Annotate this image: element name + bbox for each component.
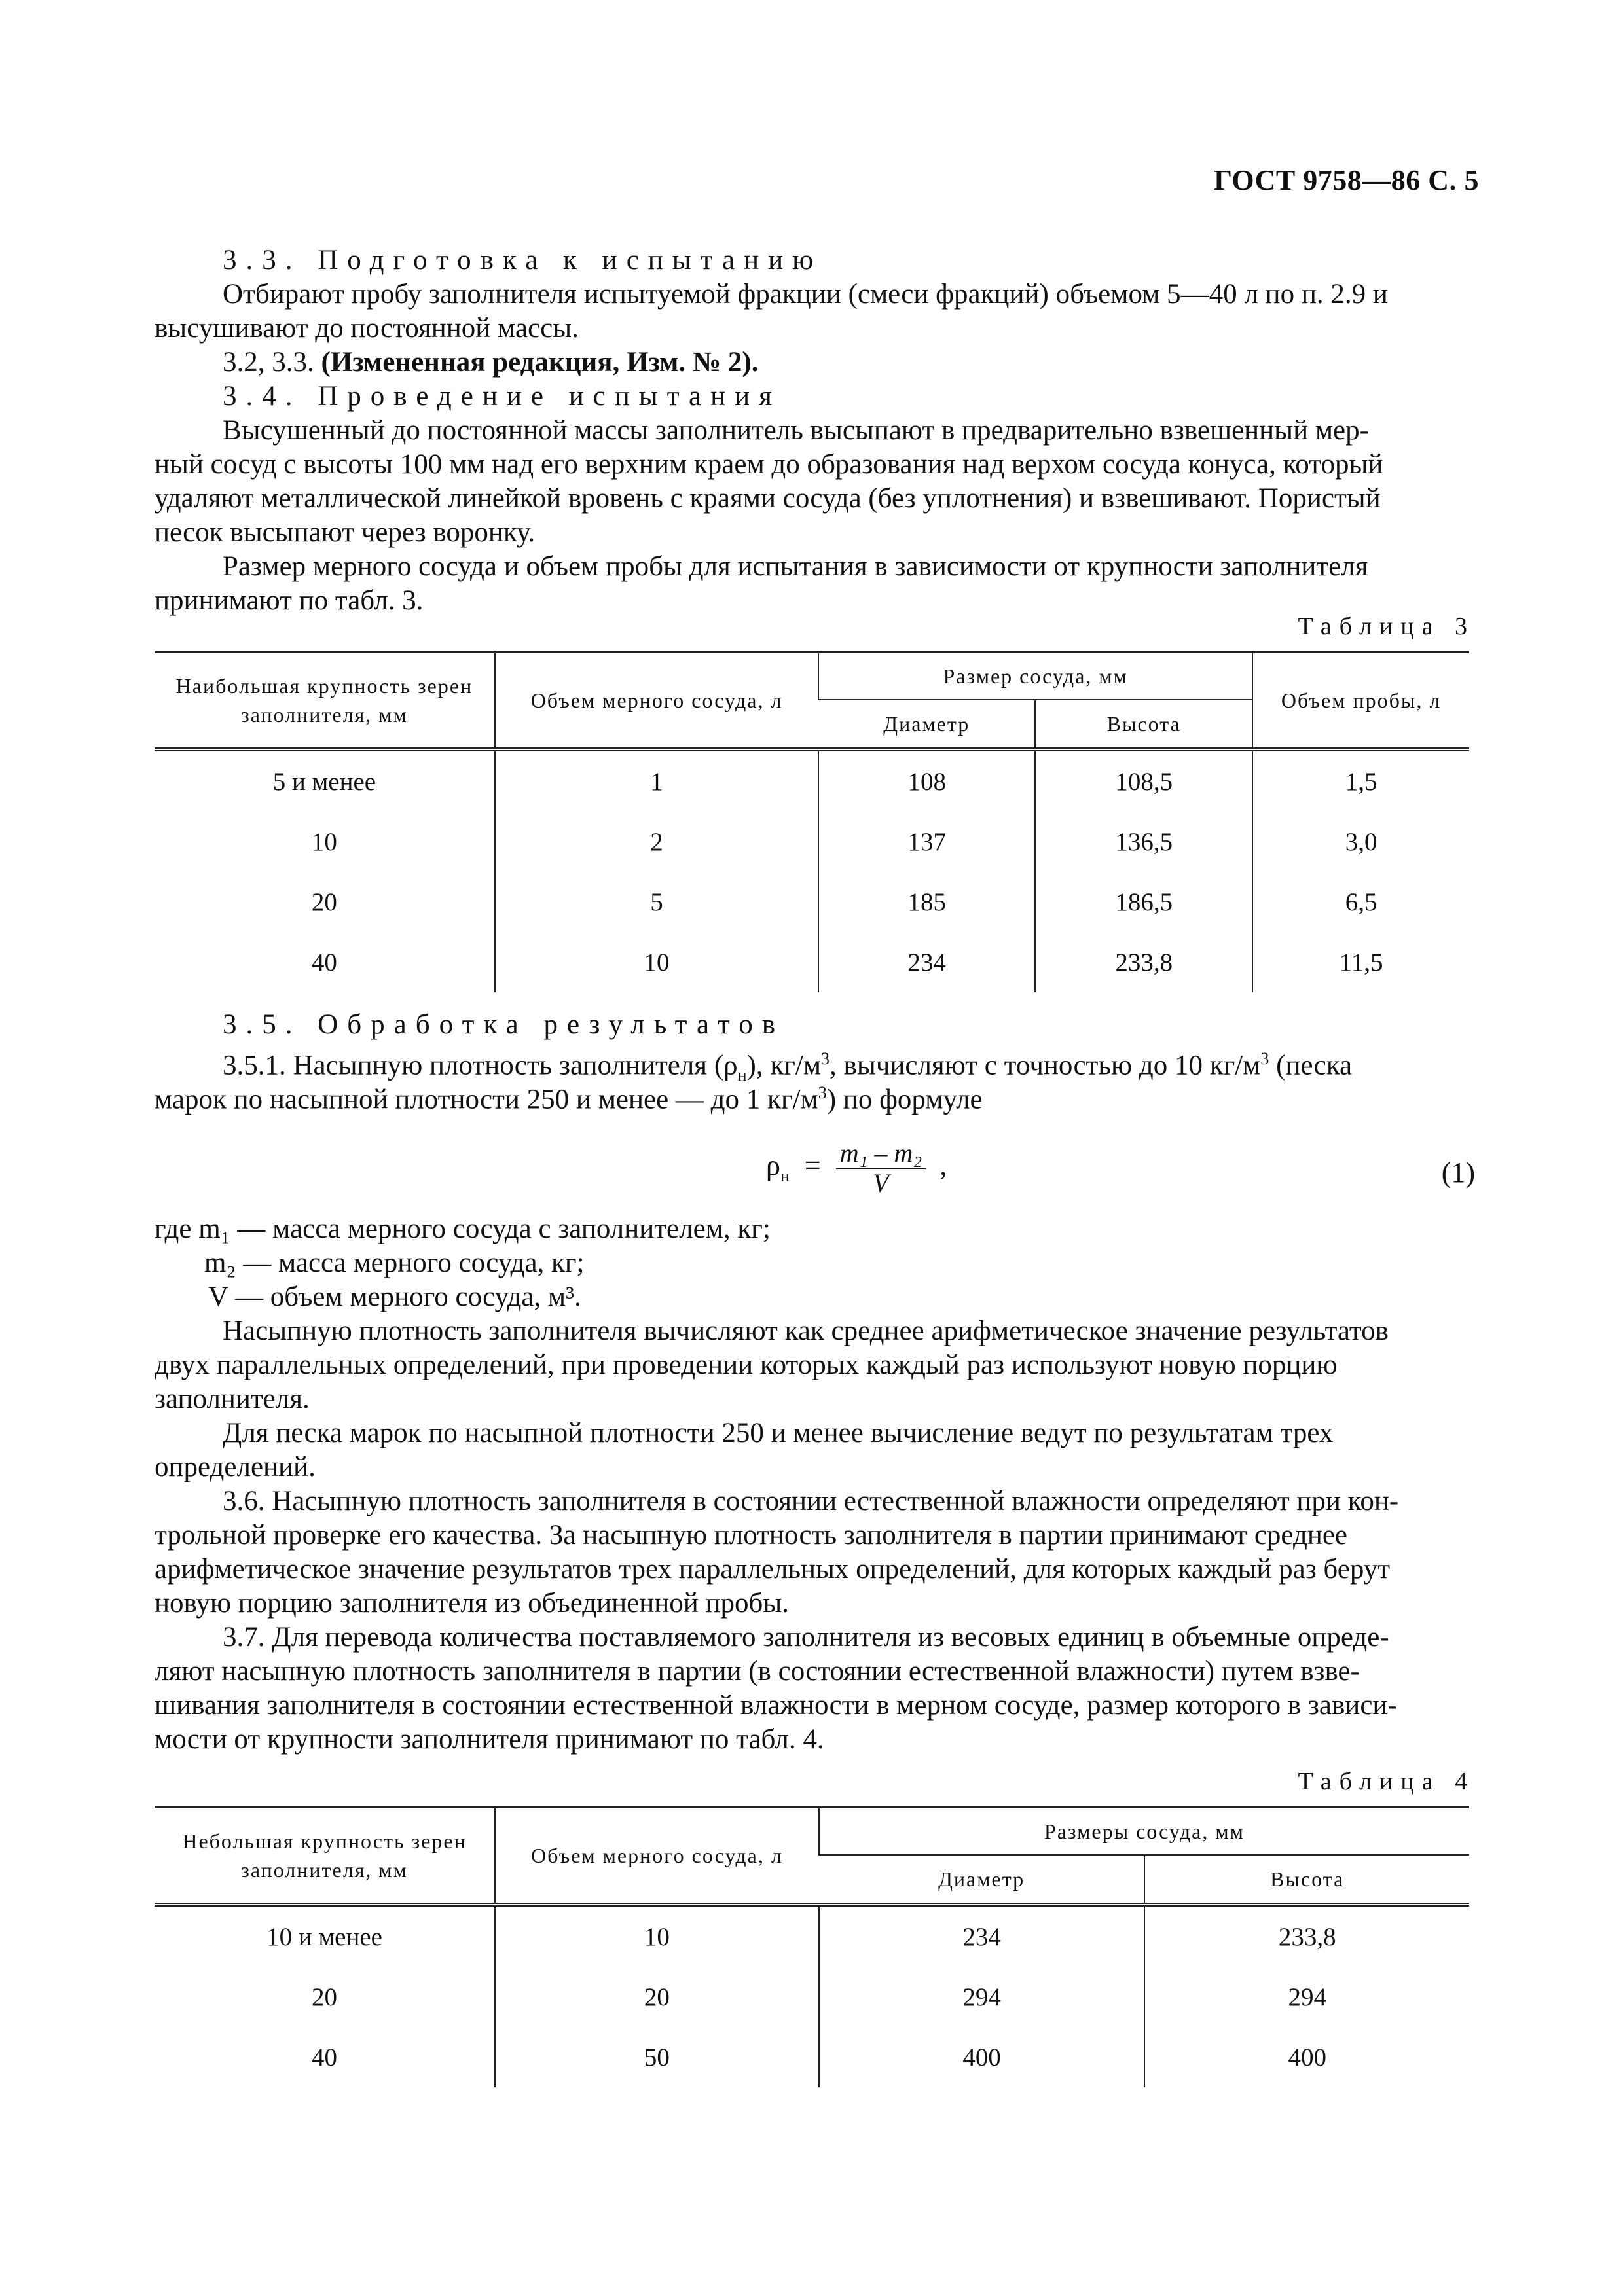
text-run: 3 bbox=[818, 1083, 827, 1102]
table4-cell: 50 bbox=[495, 2027, 819, 2087]
paragraph-line: ный сосуд с высоты 100 мм над его верхним краем до образования над верхом сосуда конуса, который bbox=[155, 449, 1383, 480]
formula-fraction bbox=[836, 1139, 926, 1198]
text-run: , вычисляют с точностью до 10 кг/м bbox=[830, 1050, 1261, 1081]
paragraph-line: песок высыпают через воронку. bbox=[155, 517, 536, 548]
edition-note bbox=[223, 346, 758, 380]
paragraph-line: высушивают до постоянной массы. bbox=[155, 313, 579, 344]
table3-row bbox=[155, 932, 1469, 992]
variable-definition: m₂ — масса мерного сосуда, кг; bbox=[204, 1247, 585, 1278]
paragraph-line: определений. bbox=[155, 1452, 316, 1482]
formula-numerator: m₁ – m₂ bbox=[836, 1139, 926, 1169]
edition-note-bold: (Измененная редакция, Изм. № 2). bbox=[321, 347, 759, 378]
table3-row bbox=[155, 812, 1469, 872]
paragraph-line bbox=[155, 1076, 983, 1117]
table4-row bbox=[155, 1967, 1469, 2027]
table-4-header-vessel: Размеры сосуда, мм bbox=[819, 1808, 1469, 1856]
text-run: 3.5.1. Насыпную плотность заполнителя (ρ bbox=[223, 1050, 738, 1081]
table4-cell: 400 bbox=[819, 2027, 1145, 2087]
table3-row bbox=[155, 749, 1469, 812]
table-4-header-diameter: Диаметр bbox=[819, 1855, 1145, 1905]
paragraph-line: заполнителя. bbox=[155, 1384, 310, 1414]
section-3-3-title: 3.3. Подготовка к испытанию bbox=[223, 245, 823, 276]
variable-definition: где m₁ — масса мерного сосуда с заполнителем, кг; bbox=[155, 1213, 771, 1244]
table3-cell: 108,5 bbox=[1035, 749, 1252, 812]
paragraph-line: ляют насыпную плотность заполнителя в партии (в состоянии естественной влажности) путем взве- bbox=[155, 1656, 1360, 1687]
table4-cell: 40 bbox=[312, 2043, 338, 2072]
table3-cell: 1,5 bbox=[1252, 749, 1469, 812]
table3-cell: 11,5 bbox=[1252, 932, 1469, 992]
table3-cell: 185 bbox=[818, 872, 1035, 932]
formula-equals: = bbox=[804, 1149, 821, 1182]
table4-cell: 20 bbox=[312, 1982, 338, 2011]
paragraph-line: трольной проверке его качества. За насыпную плотность заполнителя в партии принимают среднее bbox=[155, 1520, 1347, 1551]
table3-cell: 10 bbox=[311, 827, 337, 856]
table3-cell: 5 и менее bbox=[272, 767, 376, 796]
formula-1 bbox=[766, 1139, 947, 1198]
section-3-4-title: 3.4. Проведение испытания bbox=[223, 381, 781, 412]
table3-row bbox=[155, 872, 1469, 932]
table3-cell: 186,5 bbox=[1035, 872, 1252, 932]
table-4-header-volume: Объем мерного сосуда, л bbox=[495, 1808, 819, 1905]
table3-cell: 136,5 bbox=[1035, 812, 1252, 872]
table3-cell: 2 bbox=[495, 812, 818, 872]
table-3-header-height: Высота bbox=[1035, 700, 1252, 749]
table4-cell: 20 bbox=[495, 1967, 819, 2027]
paragraph-line: Высушенный до постоянной массы заполнитель высыпают в предварительно взвешенный мер- bbox=[223, 415, 1369, 446]
table3-cell: 108 bbox=[818, 749, 1035, 812]
text-run: 3 bbox=[1260, 1049, 1269, 1068]
table3-cell: 10 bbox=[495, 932, 818, 992]
paragraph-line: 3.6. Насыпную плотность заполнителя в состоянии естественной влажности определяют при кон- bbox=[223, 1486, 1399, 1516]
table4-cell: 10 bbox=[495, 1905, 819, 1967]
text-run: (песка bbox=[1269, 1050, 1353, 1081]
paragraph-line: Размер мерного сосуда и объем пробы для испытания в зависимости от крупности заполнителя bbox=[223, 551, 1368, 582]
formula-tail: , bbox=[939, 1149, 947, 1182]
text-run: ), кг/м bbox=[746, 1050, 822, 1081]
table-3-header-volume: Объем мерного сосуда, л bbox=[495, 653, 818, 750]
section-3-5-title: 3.5. Обработка результатов bbox=[223, 1009, 784, 1040]
table3-cell: 137 bbox=[818, 812, 1035, 872]
paragraph-line: Насыпную плотность заполнителя вычисляют как среднее арифметическое значение результатов bbox=[223, 1316, 1389, 1346]
table3-cell: 40 bbox=[311, 948, 337, 977]
table4-cell: 294 bbox=[819, 1967, 1145, 2027]
table3-cell: 5 bbox=[495, 872, 818, 932]
table4-cell: 233,8 bbox=[1144, 1905, 1469, 1967]
text-run: ) по формуле bbox=[826, 1084, 983, 1115]
table4-cell: 234 bbox=[819, 1905, 1145, 1967]
text-run: 3 bbox=[821, 1049, 830, 1068]
table4-row bbox=[155, 2027, 1469, 2087]
table4-cell: 10 и менее bbox=[266, 1922, 382, 1951]
table4-cell: 294 bbox=[1144, 1967, 1469, 2027]
table3-cell: 234 bbox=[818, 932, 1035, 992]
paragraph-line: 3.7. Для перевода количества поставляемого заполнителя из весовых единиц в объемные опреде- bbox=[223, 1622, 1389, 1653]
text-run: н bbox=[737, 1065, 747, 1085]
table4-row bbox=[155, 1905, 1469, 1967]
paragraph-line: принимают по табл. 3. bbox=[155, 585, 424, 616]
table-4-header-height: Высота bbox=[1144, 1855, 1469, 1905]
paragraph-line: Отбирают пробу заполнителя испытуемой фракции (смеси фракций) объемом 5—40 л по п. 2.9 и bbox=[223, 279, 1388, 310]
table3-cell: 1 bbox=[495, 749, 818, 812]
edition-note-prefix: 3.2, 3.3. bbox=[223, 347, 321, 378]
paragraph-line: двух параллельных определений, при проведении которых каждый раз используют новую порцию bbox=[155, 1350, 1338, 1380]
paragraph-line: Для песка марок по насыпной плотности 250 и менее вычисление ведут по результатам трех bbox=[223, 1418, 1334, 1448]
table3-cell: 3,0 bbox=[1252, 812, 1469, 872]
paragraph-line: новую порцию заполнителя из объединенной пробы. bbox=[155, 1588, 790, 1619]
table4-cell: 400 bbox=[1144, 2027, 1469, 2087]
table-4-header-size: Небольшая крупность зерен заполнителя, мм bbox=[155, 1808, 495, 1905]
paragraph-line: шивания заполнителя в состоянии естественной влажности в мерном сосуде, размер которого в зависи- bbox=[155, 1690, 1397, 1721]
paragraph-line: удаляют металлической линейкой вровень с краями сосуда (без уплотнения) и взвешивают. Пористый bbox=[155, 483, 1381, 514]
paragraph-line: мости от крупности заполнителя принимают по табл. 4. bbox=[155, 1724, 824, 1755]
table-3-caption: Таблица 3 bbox=[1298, 613, 1475, 640]
table-4 bbox=[155, 1806, 1469, 2087]
table-3 bbox=[155, 651, 1469, 992]
table-3-header-sample: Объем пробы, л bbox=[1252, 653, 1469, 750]
text-run: марок по насыпной плотности 250 и менее — до 1 кг/м bbox=[155, 1084, 818, 1115]
page-header: ГОСТ 9758—86 С. 5 bbox=[1213, 164, 1479, 196]
table-3-header-diameter: Диаметр bbox=[818, 700, 1035, 749]
formula-denominator: V bbox=[873, 1168, 889, 1198]
table3-cell: 6,5 bbox=[1252, 872, 1469, 932]
formula-lhs: ρ bbox=[766, 1149, 780, 1182]
table3-cell: 233,8 bbox=[1035, 932, 1252, 992]
formula-number: (1) bbox=[1441, 1157, 1475, 1189]
table3-cell: 20 bbox=[311, 888, 337, 916]
variable-definition: V — объем мерного сосуда, м³. bbox=[208, 1282, 581, 1312]
table-4-caption: Таблица 4 bbox=[1298, 1768, 1475, 1795]
table-3-header-size: Наибольшая крупность зерен заполнителя, мм bbox=[155, 653, 495, 750]
formula-lhs-sub: н bbox=[780, 1166, 790, 1185]
table-3-header-vessel: Размер сосуда, мм bbox=[818, 653, 1252, 700]
paragraph-line: арифметическое значение результатов трех параллельных определений, для которых каждый раз берут bbox=[155, 1554, 1391, 1585]
